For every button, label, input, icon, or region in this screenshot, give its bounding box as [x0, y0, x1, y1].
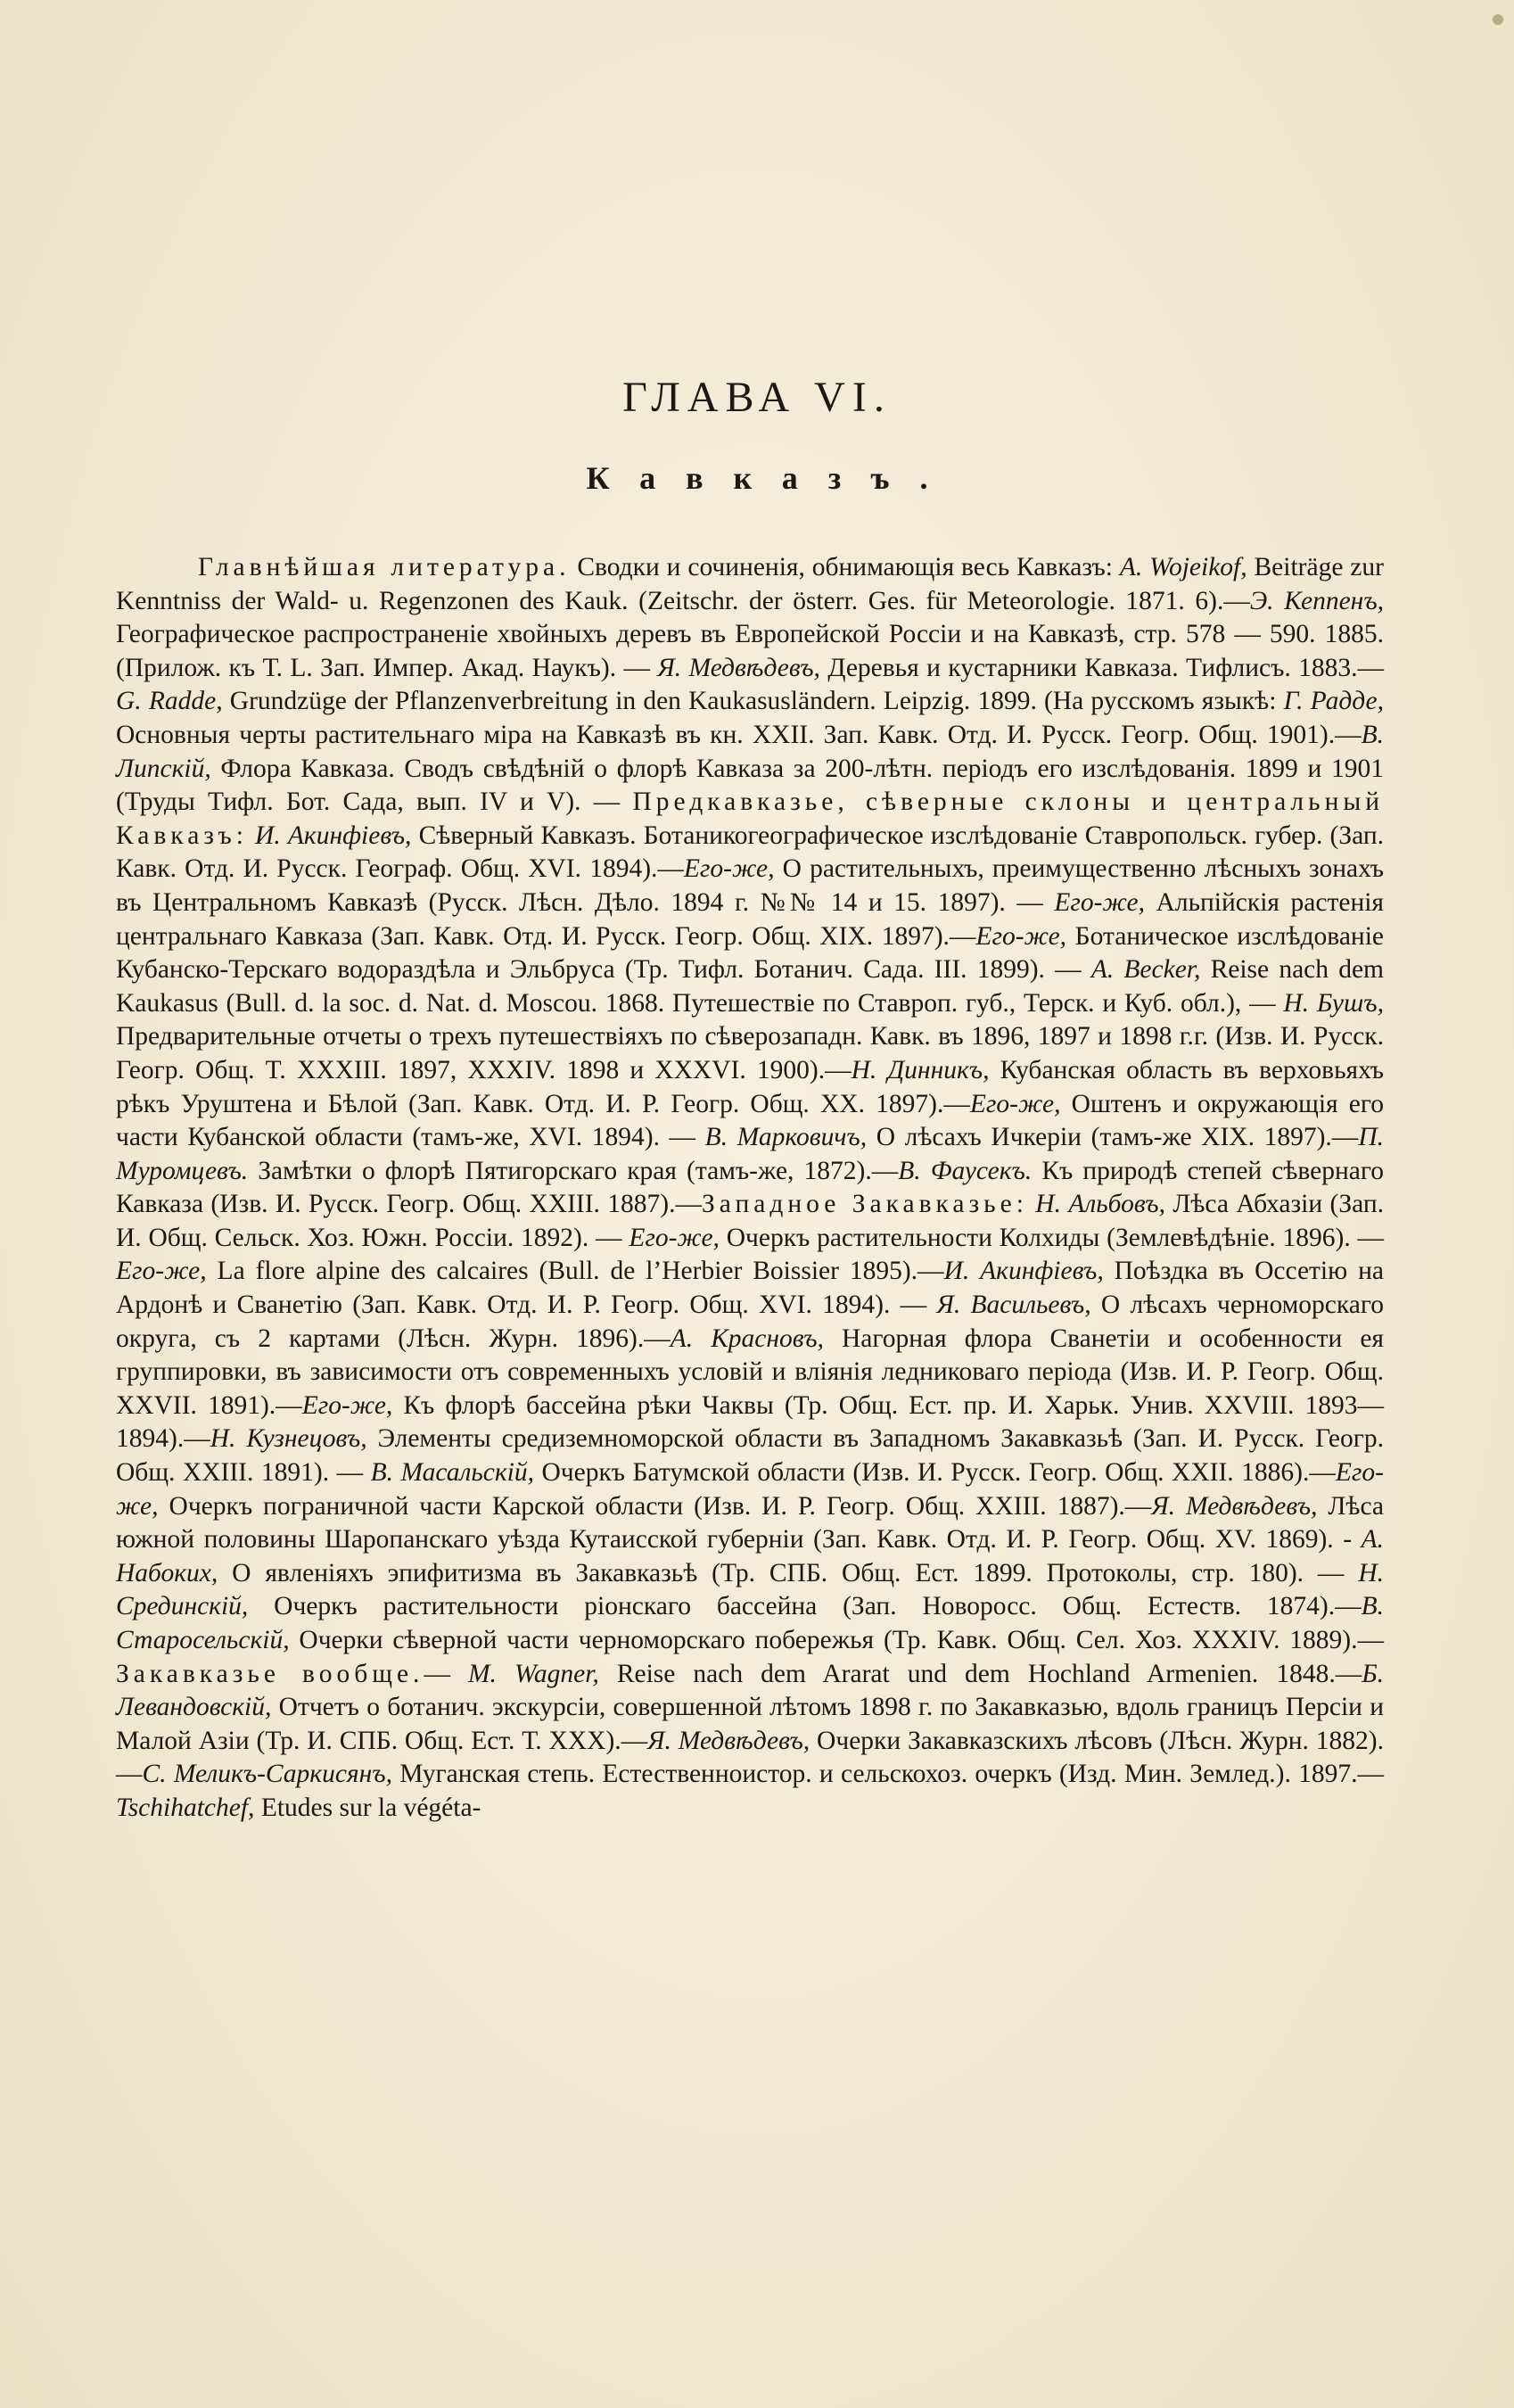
author-name: В. Липскій,	[116, 720, 1384, 783]
author-name: Н. Кузнецовъ,	[210, 1424, 367, 1454]
author-name: И. Акинфіевъ,	[943, 1257, 1104, 1286]
author-name: A. Becker,	[1090, 955, 1201, 985]
author-name: Н. Альбовъ,	[1027, 1190, 1165, 1219]
author-name: Я. Медвѣдевъ,	[657, 653, 820, 682]
text-run: Grundzüge der Pflanzenverbreitung in den Kaukasusländern. Leipzig. 1899. (На русскомъ языкѣ:	[222, 687, 1284, 716]
chapter-title: ГЛАВА VI.	[622, 374, 892, 421]
text-run: Очеркъ пограничной части Карской области (Изв. И. Р. Геогр. Общ. XXIII. 1887).—	[158, 1491, 1152, 1521]
author-name: В. Старосельскій,	[116, 1592, 1384, 1654]
author-name: Н. Динникъ,	[851, 1055, 990, 1084]
author-name: Г. Радде,	[1283, 687, 1384, 716]
author-name: Я. Медвѣдевъ,	[647, 1726, 810, 1755]
author-name: Э. Кеппенъ,	[1249, 586, 1385, 615]
text-run: Сводки и сочиненія, обнимающія весь Кавказъ:	[570, 553, 1120, 581]
author-name: В. Фаусекъ.	[898, 1156, 1033, 1185]
author-name: G. Radde,	[116, 687, 223, 716]
author-name: Его-же,	[969, 1089, 1061, 1118]
author-name: A. Wojeikof,	[1119, 553, 1247, 581]
author-name: Tschihatchef,	[116, 1793, 255, 1822]
text-run: La flore alpine des calcaires (Bull. de l’Herbier Boissier 1895).—	[206, 1257, 944, 1286]
text-run: О растительныхъ, преимущественно лѣсныхъ зонахъ въ Центральномъ Кавказѣ (Русск. Лѣсн. Дѣло. 1894 г. №№ 14 и 15. 1897). —	[116, 854, 1384, 917]
author-name: П. Муромцевъ.	[116, 1123, 1384, 1185]
text-run: Сѣверный Кавказъ. Ботаникогеографическое изслѣдованіе Ставропольск. губер. (Зап. Кавк. Отд. И. Русск. Географ. Общ. XVI. 1894).—	[116, 821, 1384, 884]
text-run: Къ природѣ степей сѣвернаго Кавказа (Изв. И. Русск. Геогр. Общ. XXIII. 1887).—	[116, 1156, 1385, 1219]
text-run: Поѣздка въ Оссетію на Ардонѣ и Сванетію (Зап. Кавк. Отд. И. Р. Геогр. Общ. XVI. 1894). —	[116, 1257, 1384, 1320]
text-run: Reise nach dem Kaukasus (Bull. d. la soc. d. Nat. d. Moscou. 1868. Путешествіе по Ставроп. губ., Терск. и Куб. обл.), —	[116, 955, 1384, 1018]
text-run: О явленіяхъ эпифитизма въ Закавказьѣ (Тр. СПБ. Общ. Ест. 1899. Протоколы, стр. 180). —	[218, 1558, 1359, 1587]
paragraph-heading: Главнѣйшая литература.	[198, 553, 571, 581]
author-name: Его-же,	[116, 1257, 207, 1286]
text-run: Замѣтки о флорѣ Пятигорскаго края (тамъ-же, 1872).—	[248, 1156, 899, 1185]
author-name: А. Красновъ,	[670, 1324, 824, 1353]
author-name: И. Акинфіевъ,	[247, 821, 412, 850]
text-run: О лѣсахъ черноморскаго округа, съ 2 картами (Лѣсн. Журн. 1896).—	[116, 1291, 1384, 1353]
text-run: Элементы средиземноморской области въ Западномъ Закавказьѣ (Зап. И. Русск. Геогр. Общ. XXIII. 1891). —	[116, 1424, 1384, 1488]
section-title: Кавказъ.	[586, 460, 959, 496]
bibliography-paragraph	[116, 551, 1384, 1826]
author-name: Его-же,	[1054, 887, 1145, 917]
author-name: С. Меликъ-Саркисянъ,	[142, 1760, 392, 1789]
text-run: Очерки сѣверной части черноморскаго побережья (Тр. Кавк. Общ. Сел. Хоз. XXXIV. 1889).—	[289, 1626, 1384, 1654]
text-run: Очеркъ растительности Колхиды (Землевѣдѣніе. 1896). —	[719, 1223, 1384, 1252]
text-run: Beiträge zur Kenntniss der Wald- u. Regenzonen des Kauk. (Zeitschr. der österr. Ges. für Meteorologie. 1871. 6).—	[116, 553, 1384, 615]
text-run: Деревья и кустарники Кавказа. Тифлисъ. 1883.—	[819, 653, 1384, 682]
author-name: Я. Васильевъ,	[936, 1291, 1091, 1320]
author-name: Б. Левандовскій,	[116, 1659, 1385, 1722]
text-run: Etudes sur la végéta-	[254, 1793, 481, 1822]
author-name: M. Wagner,	[467, 1659, 599, 1688]
text-run: Флора Кавказа. Сводъ свѣдѣній о флорѣ Кавказа за 200-лѣтн. періодъ его изслѣдованія. 1899 и 1901 (Труды Тифл. Бот. Сада, вып. IV и V). —	[116, 754, 1384, 817]
author-name: Его-же,	[629, 1223, 720, 1252]
text-run: Лѣса южной половины Шаропанскаго уѣзда Кутаисской губерніи (Зап. Кавк. Отд. И. Р. Геогр. Общ. XV. 1869). -	[116, 1491, 1384, 1554]
text-run: Кубанская область въ верховьяхъ рѣкъ Уруштена и Бѣлой (Зап. Кавк. Отд. И. Р. Геогр. Общ. XX. 1897).—	[116, 1055, 1384, 1118]
author-name: А. Набоких,	[116, 1525, 1384, 1587]
region-heading: Предкавказье, сѣверные склоны и центральный Кавказъ:	[116, 788, 1385, 850]
text-run: Очеркъ Батумской области (Изв. И. Русск. Геогр. Общ. XXII. 1886).—	[533, 1458, 1336, 1488]
text-run: Ботаническое изслѣдованіе Кубанско-Терскаго водораздѣла и Эльбруса (Тр. Тифл. Ботанич. Сада. III. 1899). —	[116, 921, 1385, 985]
text-run: Нагорная флора Сванетіи и особенности ея группировки, въ зависимости отъ современныхъ условій и вліянія ледниковаго періода (Изв. И. Р. Геогр. Общ. XXVII. 1891).—	[116, 1324, 1384, 1420]
author-name: Н. Срединскій,	[116, 1558, 1384, 1621]
text-run: Муганская степь. Естественноистор. и сельскохоз. очеркъ (Изд. Мин. Землед.). 1897.—	[391, 1760, 1384, 1789]
region-heading: Закавказье вообще.	[116, 1659, 424, 1688]
text-run: Предварительные отчеты о трехъ путешествіяхъ по сѣверозападн. Кавк. въ 1896, 1897 и 1898 г.г. (Изв. И. Русск. Геогр. Общ. T. XXXIII. 1897, XXXIV. 1898 и XXXVI. 1900).—	[116, 1022, 1384, 1084]
author-name: Его-же,	[116, 1458, 1384, 1521]
region-heading: Западное Закавказье:	[702, 1190, 1028, 1219]
text-run: Основныя черты растительнаго міра на Кавказѣ въ кн. XXII. Зап. Кавк. Отд. И. Русск. Геогр. Общ. 1901).—	[116, 720, 1362, 749]
text-run: Отчетъ о ботанич. экскурсіи, совершенной лѣтомъ 1898 г. по Закавказью, вдоль границъ Персіи и Малой Азіи (Тр. И. СПБ. Общ. Ест. Т. XXX).—	[116, 1693, 1384, 1755]
corner-mark	[1493, 14, 1503, 25]
text-run: Очерки Закавказскихъ лѣсовъ (Лѣсн. Журн. 1882).—	[116, 1726, 1384, 1789]
text-run: Очеркъ растительности ріонскаго бассейна (Зап. Новоросс. Общ. Естеств. 1874).—	[248, 1592, 1362, 1621]
author-name: Его-же,	[301, 1390, 393, 1420]
text-run: Лѣса Абхазіи (Зап. И. Общ. Сельск. Хоз. Южн. Россіи. 1892). —	[116, 1190, 1384, 1252]
author-name: В. Масальскій,	[370, 1458, 534, 1488]
text-run: —	[424, 1659, 468, 1688]
text-run: О лѣсахъ Ичкеріи (тамъ-же XIX. 1897).—	[867, 1123, 1359, 1152]
text-run: Къ флорѣ бассейна рѣки Чаквы (Тр. Общ. Ест. пр. И. Харьк. Унив. XXVIII. 1893—1894).—	[116, 1390, 1384, 1454]
text-run: Оштенъ и окружающія его части Кубанской области (тамъ-же, XVI. 1894). —	[116, 1089, 1385, 1152]
author-name: Я. Медвѣдевъ,	[1151, 1491, 1318, 1521]
author-name: Его-же,	[683, 854, 775, 884]
author-name: Его-же,	[975, 921, 1067, 951]
author-name: В. Марковичъ,	[704, 1123, 868, 1152]
text-run: Географическое распространеніе хвойныхъ деревъ въ Европейской Россіи и на Кавказѣ, стр. 578 — 590. 1885. (Прилож. къ Т. L. Зап. Импер. Акад. Наукъ). —	[116, 620, 1384, 682]
text-run: Альпійскія растенія центральнаго Кавказа (Зап. Кавк. Отд. И. Русск. Геогр. Общ. XIX. 1897).—	[116, 887, 1384, 951]
text-run: Reise nach dem Ararat und dem Hochland Armenien. 1848.—	[598, 1659, 1362, 1688]
author-name: Н. Бушъ,	[1283, 988, 1384, 1018]
